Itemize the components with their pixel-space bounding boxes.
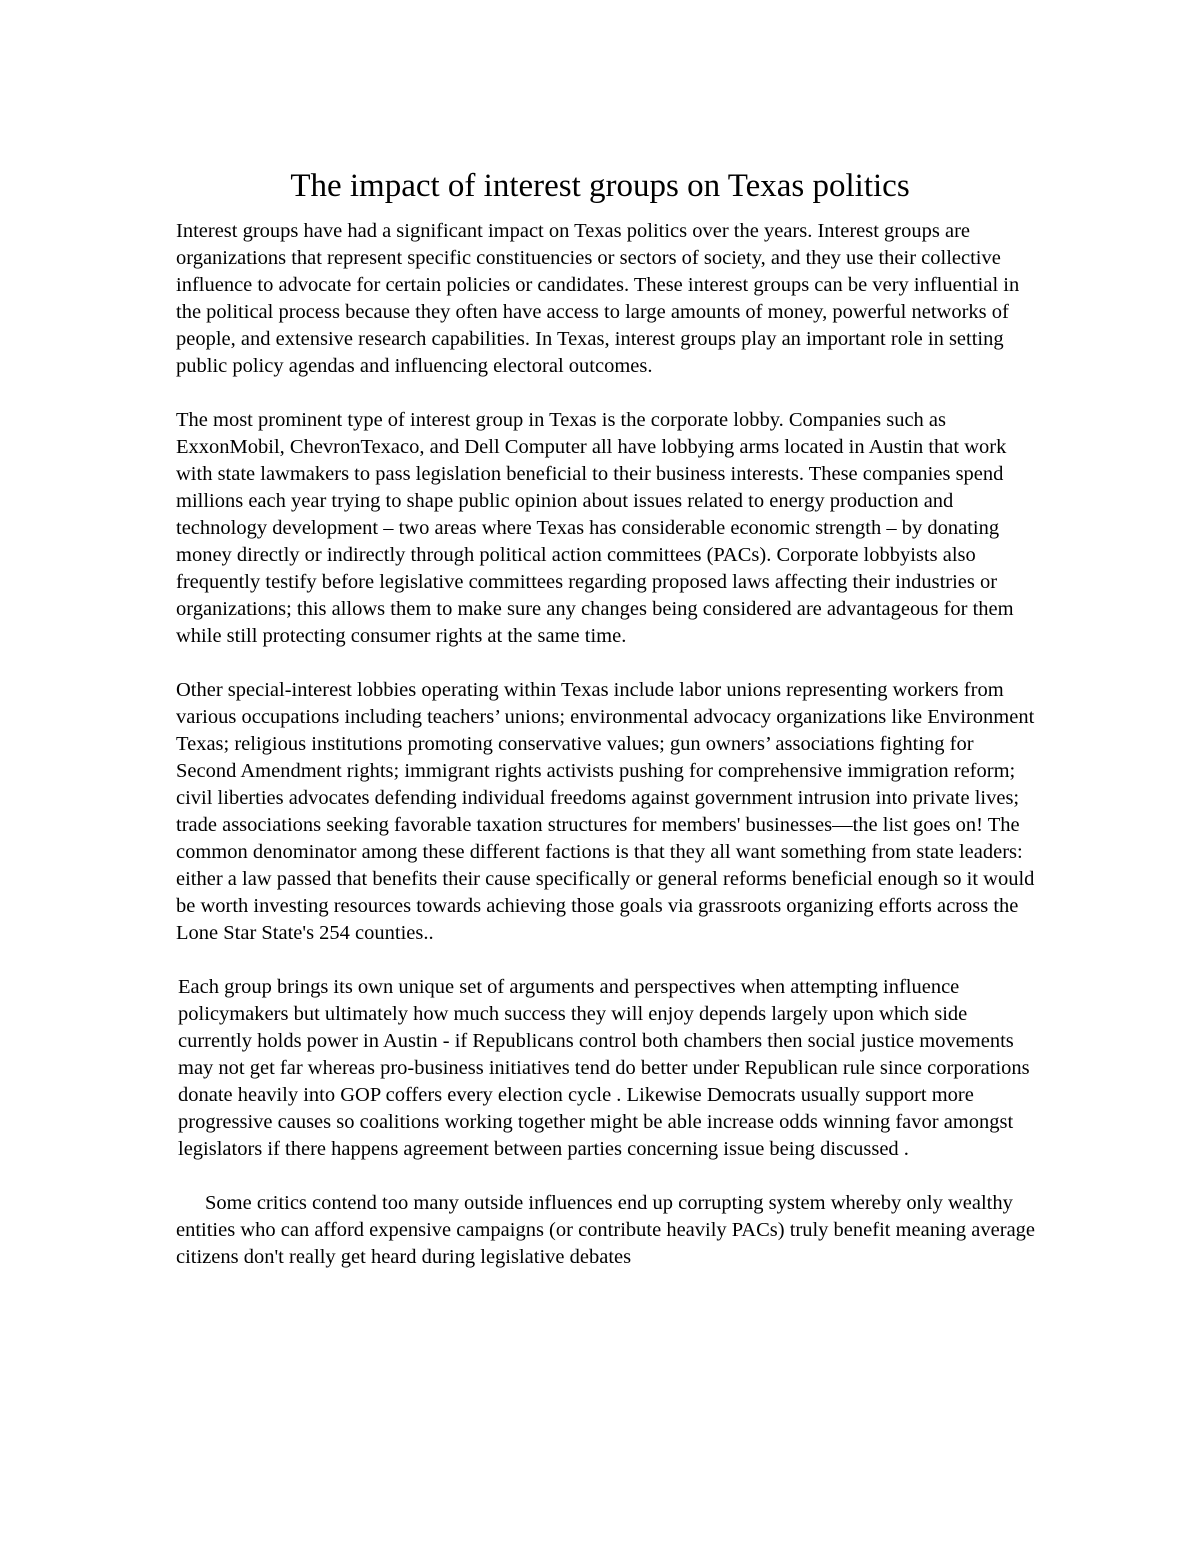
- paragraph-special-interest: Other special-interest lobbies operating within Texas include labor unions representing workers from various occupations including teachers’ unions; environmental advocacy organizations like Environment Texas; religious institutions promoting conservative values; gun owners’ associations fighting for Second Amendment rights; immigrant rights activists pushing for comprehensive immigration reform; civil liberties advocates defending individual freedoms against government intrusion into private lives; trade associations seeking favorable taxation structures for members' businesses—the list goes on! The common denominator among these different factions is that they all want something from state leaders: either a law passed that benefits their cause specifically or general reforms beneficial enough so it would be worth investing resources towards achieving those goals via grassroots organizing efforts across the Lone Star State's 254 counties..: [176, 679, 1035, 944]
- paragraph-corporate-lobby: The most prominent type of interest group in Texas is the corporate lobby. Companies such as ExxonMobil, ChevronTexaco, and Dell Computer all have lobbying arms located in Austin that work with state lawmakers to pass legislation beneficial to their business interests. These companies spend millions each year trying to shape public opinion about issues related to energy production and technology development – two areas where Texas has considerable economic strength – by donating money directly or indirectly through political action committees (PACs). Corporate lobbyists also frequently testify before legislative committees regarding proposed laws affecting their industries or organizations; this allows them to make sure any changes being considered are advantageous for them while still protecting consumer rights at the same time.: [176, 409, 1014, 647]
- paragraph-intro: Interest groups have had a significant impact on Texas politics over the years. Interest groups are organizations that represent specific constituencies or sectors of society, and they use their collective influence to advocate for certain policies or candidates. These interest groups can be very influential in the political process because they often have access to large amounts of money, powerful networks of people, and extensive research capabilities. In Texas, interest groups play an important role in setting public policy agendas and influencing electoral outcomes.: [176, 220, 1020, 377]
- paragraph-group-arguments: Each group brings its own unique set of arguments and perspectives when attempting influence policymakers but ultimately how much success they will enjoy depends largely upon which side currently holds power in Austin - if Republicans control both chambers then social justice movements may not get far whereas pro-business initiatives tend do better under Republican rule since corporations donate heavily into GOP coffers every election cycle . Likewise Democrats usually support more progressive causes so coalitions working together might be able increase odds winning favor amongst legislators if there happens agreement between parties concerning issue being discussed .: [178, 976, 1030, 1160]
- document-title: The impact of interest groups on Texas politics: [290, 168, 910, 204]
- document-body: [176, 218, 1036, 1298]
- paragraph-critics: Some critics contend too many outside influences end up corrupting system whereby only wealthy entities who can afford expensive campaigns (or contribute heavily PACs) truly benefit meaning average citizens don't really get heard during legislative debates: [176, 1192, 1036, 1268]
